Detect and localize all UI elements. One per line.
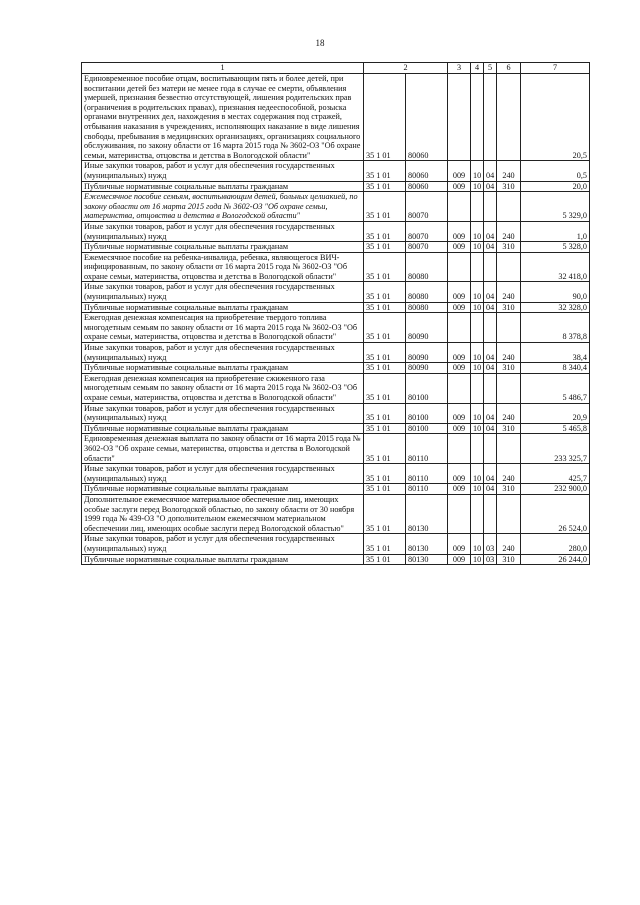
header-cell: 3 [448, 63, 471, 74]
row-section-code: 10 [471, 363, 484, 374]
row-name: Иные закупки товаров, работ и услуг для обеспечения государственных (муниципальных) нужд [82, 464, 364, 484]
row-program-code: 35 1 01 [364, 373, 406, 403]
row-department-code: 009 [448, 282, 471, 302]
table-row [82, 192, 590, 222]
row-subsection-code: 04 [484, 302, 497, 313]
row-name: Иные закупки товаров, работ и услуг для обеспечения государственных (муниципальных) нужд [82, 161, 364, 181]
row-amount: 26 524,0 [521, 494, 590, 533]
row-amount: 32 328,0 [521, 302, 590, 313]
row-section-code: 10 [471, 161, 484, 181]
row-section-code: 10 [471, 423, 484, 434]
row-expense-type-code [497, 252, 521, 282]
row-name: Иные закупки товаров, работ и услуг для обеспечения государственных (муниципальных) нужд [82, 221, 364, 241]
row-direction-code: 80060 [406, 161, 448, 181]
row-subsection-code: 03 [484, 534, 497, 554]
row-section-code: 10 [471, 403, 484, 423]
row-subsection-code: 04 [484, 484, 497, 495]
row-section-code: 10 [471, 302, 484, 313]
table-row [82, 252, 590, 282]
row-department-code: 009 [448, 554, 471, 565]
row-direction-code: 80130 [406, 554, 448, 565]
row-department-code: 009 [448, 302, 471, 313]
row-subsection-code: 04 [484, 161, 497, 181]
row-subsection-code: 04 [484, 343, 497, 363]
row-subsection-code [484, 192, 497, 222]
page-number: 18 [315, 38, 325, 48]
row-expense-type-code: 310 [497, 554, 521, 565]
header-cell: 7 [521, 63, 590, 74]
row-direction-code: 80090 [406, 363, 448, 374]
row-direction-code: 80080 [406, 282, 448, 302]
row-subsection-code [484, 313, 497, 343]
row-program-code: 35 1 01 [364, 74, 406, 161]
row-department-code [448, 434, 471, 464]
row-department-code: 009 [448, 181, 471, 192]
row-program-code: 35 1 01 [364, 161, 406, 181]
row-direction-code: 80080 [406, 252, 448, 282]
row-name: Иные закупки товаров, работ и услуг для обеспечения государственных (муниципальных) нужд [82, 343, 364, 363]
row-program-code: 35 1 01 [364, 242, 406, 253]
row-department-code: 009 [448, 484, 471, 495]
row-section-code: 10 [471, 242, 484, 253]
row-name: Публичные нормативные социальные выплаты гражданам [82, 181, 364, 192]
row-direction-code: 80070 [406, 221, 448, 241]
row-amount: 5 486,7 [521, 373, 590, 403]
row-direction-code: 80110 [406, 464, 448, 484]
header-cell: 6 [497, 63, 521, 74]
row-amount: 280,0 [521, 534, 590, 554]
header-cell: 4 [471, 63, 484, 74]
row-name: Публичные нормативные социальные выплаты гражданам [82, 302, 364, 313]
row-program-code: 35 1 01 [364, 313, 406, 343]
row-amount: 1,0 [521, 221, 590, 241]
table-row [82, 494, 590, 533]
row-program-code: 35 1 01 [364, 181, 406, 192]
row-name: Дополнительное ежемесячное материальное обеспечение лиц, имеющих особые заслуги перед Вологодской областью, по закону области от 30 ноября 1999 года № 439-ОЗ "О дополнительном ежемесячном материальном обеспечении лиц, имеющих особые заслуги перед Вологодской областью" [82, 494, 364, 533]
table-row [82, 434, 590, 464]
row-amount: 5 328,0 [521, 242, 590, 253]
row-amount: 90,0 [521, 282, 590, 302]
row-amount: 38,4 [521, 343, 590, 363]
row-name: Публичные нормативные социальные выплаты гражданам [82, 242, 364, 253]
row-subsection-code: 03 [484, 554, 497, 565]
row-program-code: 35 1 01 [364, 434, 406, 464]
row-subsection-code [484, 74, 497, 161]
row-amount: 8 340,4 [521, 363, 590, 374]
row-program-code: 35 1 01 [364, 282, 406, 302]
row-amount: 232 900,0 [521, 484, 590, 495]
row-direction-code: 80110 [406, 484, 448, 495]
row-name: Иные закупки товаров, работ и услуг для обеспечения государственных (муниципальных) нужд [82, 534, 364, 554]
row-program-code: 35 1 01 [364, 343, 406, 363]
row-department-code: 009 [448, 343, 471, 363]
row-program-code: 35 1 01 [364, 221, 406, 241]
table-row [82, 464, 590, 484]
row-program-code: 35 1 01 [364, 484, 406, 495]
row-program-code: 35 1 01 [364, 534, 406, 554]
row-direction-code: 80130 [406, 494, 448, 533]
row-expense-type-code: 310 [497, 242, 521, 253]
row-program-code: 35 1 01 [364, 464, 406, 484]
row-program-code: 35 1 01 [364, 252, 406, 282]
row-expense-type-code: 310 [497, 181, 521, 192]
row-subsection-code: 04 [484, 403, 497, 423]
row-expense-type-code: 240 [497, 282, 521, 302]
row-department-code: 009 [448, 423, 471, 434]
row-department-code: 009 [448, 403, 471, 423]
row-department-code: 009 [448, 534, 471, 554]
row-subsection-code: 04 [484, 464, 497, 484]
row-expense-type-code [497, 192, 521, 222]
header-cell: 1 [82, 63, 364, 74]
row-amount: 20,5 [521, 74, 590, 161]
row-amount: 20,0 [521, 181, 590, 192]
row-direction-code: 80090 [406, 343, 448, 363]
table-row [82, 282, 590, 302]
row-expense-type-code: 310 [497, 484, 521, 495]
row-program-code: 35 1 01 [364, 192, 406, 222]
row-subsection-code: 04 [484, 242, 497, 253]
row-amount: 425,7 [521, 464, 590, 484]
row-name: Ежегодная денежная компенсация на приобретение твердого топлива многодетным семьям по закону области от 16 марта 2015 года № 3602-ОЗ "Об охране семьи, материнства, отцовства и детства в Вологодской области" [82, 313, 364, 343]
row-direction-code: 80070 [406, 192, 448, 222]
row-name: Ежемесячное пособие семьям, воспитывающим детей, больных целиакией, по закону области от 16 марта 2015 года № 3602-ОЗ "Об охране семьи, материнства, отцовства и детства в Вологодской области" [82, 192, 364, 222]
row-amount: 26 244,0 [521, 554, 590, 565]
row-program-code: 35 1 01 [364, 403, 406, 423]
row-program-code: 35 1 01 [364, 363, 406, 374]
table-row [82, 161, 590, 181]
table-row [82, 74, 590, 161]
row-name: Публичные нормативные социальные выплаты гражданам [82, 363, 364, 374]
row-section-code [471, 313, 484, 343]
table-row [82, 343, 590, 363]
row-amount: 0,5 [521, 161, 590, 181]
table-row [82, 181, 590, 192]
row-program-code: 35 1 01 [364, 554, 406, 565]
row-program-code: 35 1 01 [364, 302, 406, 313]
row-department-code: 009 [448, 363, 471, 374]
row-department-code [448, 373, 471, 403]
header-cell: 5 [484, 63, 497, 74]
row-subsection-code [484, 434, 497, 464]
row-direction-code: 80130 [406, 534, 448, 554]
row-program-code: 35 1 01 [364, 423, 406, 434]
row-name: Публичные нормативные социальные выплаты гражданам [82, 484, 364, 495]
row-name: Иные закупки товаров, работ и услуг для обеспечения государственных (муниципальных) нужд [82, 282, 364, 302]
row-expense-type-code: 240 [497, 534, 521, 554]
row-subsection-code [484, 494, 497, 533]
table-row [82, 221, 590, 241]
row-name: Ежегодная денежная компенсация на приобретение сжиженного газа многодетным семьям по закону области от 16 марта 2015 года № 3602-ОЗ "Об охране семьи, материнства, отцовства и детства в Вологодской области" [82, 373, 364, 403]
row-amount: 8 378,8 [521, 313, 590, 343]
row-section-code: 10 [471, 343, 484, 363]
row-department-code [448, 252, 471, 282]
row-direction-code: 80110 [406, 434, 448, 464]
row-direction-code: 80090 [406, 313, 448, 343]
table-row [82, 534, 590, 554]
row-section-code: 10 [471, 181, 484, 192]
row-department-code: 009 [448, 242, 471, 253]
row-expense-type-code [497, 373, 521, 403]
row-expense-type-code [497, 434, 521, 464]
row-section-code: 10 [471, 282, 484, 302]
table-row [82, 403, 590, 423]
row-direction-code: 80060 [406, 74, 448, 161]
row-direction-code: 80060 [406, 181, 448, 192]
row-department-code [448, 192, 471, 222]
row-expense-type-code: 310 [497, 302, 521, 313]
row-expense-type-code: 240 [497, 221, 521, 241]
row-section-code [471, 192, 484, 222]
row-amount: 20,9 [521, 403, 590, 423]
row-name: Публичные нормативные социальные выплаты гражданам [82, 423, 364, 434]
row-direction-code: 80080 [406, 302, 448, 313]
row-expense-type-code [497, 494, 521, 533]
row-name: Иные закупки товаров, работ и услуг для обеспечения государственных (муниципальных) нужд [82, 403, 364, 423]
row-section-code: 10 [471, 554, 484, 565]
row-expense-type-code: 240 [497, 343, 521, 363]
row-amount: 233 325,7 [521, 434, 590, 464]
row-name: Публичные нормативные социальные выплаты гражданам [82, 554, 364, 565]
row-section-code [471, 434, 484, 464]
table-row [82, 484, 590, 495]
table-row [82, 423, 590, 434]
table-row [82, 373, 590, 403]
row-direction-code: 80100 [406, 373, 448, 403]
row-name: Единовременная денежная выплата по закону области от 16 марта 2015 года № 3602-ОЗ "Об охране семьи, материнства, отцовства и детства в Вологодской области" [82, 434, 364, 464]
row-expense-type-code: 240 [497, 464, 521, 484]
row-department-code [448, 494, 471, 533]
header-cell: 2 [364, 63, 448, 74]
budget-table [81, 62, 590, 565]
row-subsection-code: 04 [484, 181, 497, 192]
row-direction-code: 80100 [406, 423, 448, 434]
row-amount: 32 418,0 [521, 252, 590, 282]
row-section-code [471, 252, 484, 282]
row-department-code [448, 74, 471, 161]
table-header-row [82, 63, 590, 74]
row-expense-type-code: 240 [497, 403, 521, 423]
row-department-code [448, 313, 471, 343]
row-section-code [471, 373, 484, 403]
row-name: Единовременное пособие отцам, воспитывающим пять и более детей, при воспитании детей без матери не менее года в случае ее смерти, объявления умершей, признания безвестно отсутствующей, лишения родительских прав (ограничения в родительских правах), признания недееспособной, розыска органами внутренних дел, нахождения в местах содержания под стражей, отбывания наказания в учреждениях, исполняющих наказание в виде лишения свободы, пребывания в медицинских организациях, организациях социального обслуживания, по закону области от 16 марта 2015 года № 3602-ОЗ "Об охране семьи, материнства, отцовства и детства в Вологодской области" [82, 74, 364, 161]
row-expense-type-code: 240 [497, 161, 521, 181]
row-expense-type-code [497, 313, 521, 343]
row-expense-type-code [497, 74, 521, 161]
row-department-code: 009 [448, 161, 471, 181]
row-expense-type-code: 310 [497, 363, 521, 374]
row-subsection-code [484, 373, 497, 403]
row-section-code: 10 [471, 221, 484, 241]
row-subsection-code: 04 [484, 282, 497, 302]
row-expense-type-code: 310 [497, 423, 521, 434]
table-row [82, 302, 590, 313]
row-department-code: 009 [448, 464, 471, 484]
table-row [82, 313, 590, 343]
row-section-code [471, 74, 484, 161]
row-section-code [471, 494, 484, 533]
row-subsection-code: 04 [484, 363, 497, 374]
row-amount: 5 329,0 [521, 192, 590, 222]
row-section-code: 10 [471, 534, 484, 554]
row-section-code: 10 [471, 484, 484, 495]
row-subsection-code: 04 [484, 423, 497, 434]
row-program-code: 35 1 01 [364, 494, 406, 533]
table-row [82, 363, 590, 374]
row-subsection-code: 04 [484, 221, 497, 241]
row-name: Ежемесячное пособие на ребенка-инвалида, ребенка, являющегося ВИЧ-инфицированным, по закону области от 16 марта 2015 года № 3602-ОЗ "Об охране семьи, материнства, отцовства и детства в Вологодской области" [82, 252, 364, 282]
row-direction-code: 80070 [406, 242, 448, 253]
row-department-code: 009 [448, 221, 471, 241]
table-row [82, 242, 590, 253]
row-section-code: 10 [471, 464, 484, 484]
row-subsection-code [484, 252, 497, 282]
table-row [82, 554, 590, 565]
row-direction-code: 80100 [406, 403, 448, 423]
row-amount: 5 465,8 [521, 423, 590, 434]
